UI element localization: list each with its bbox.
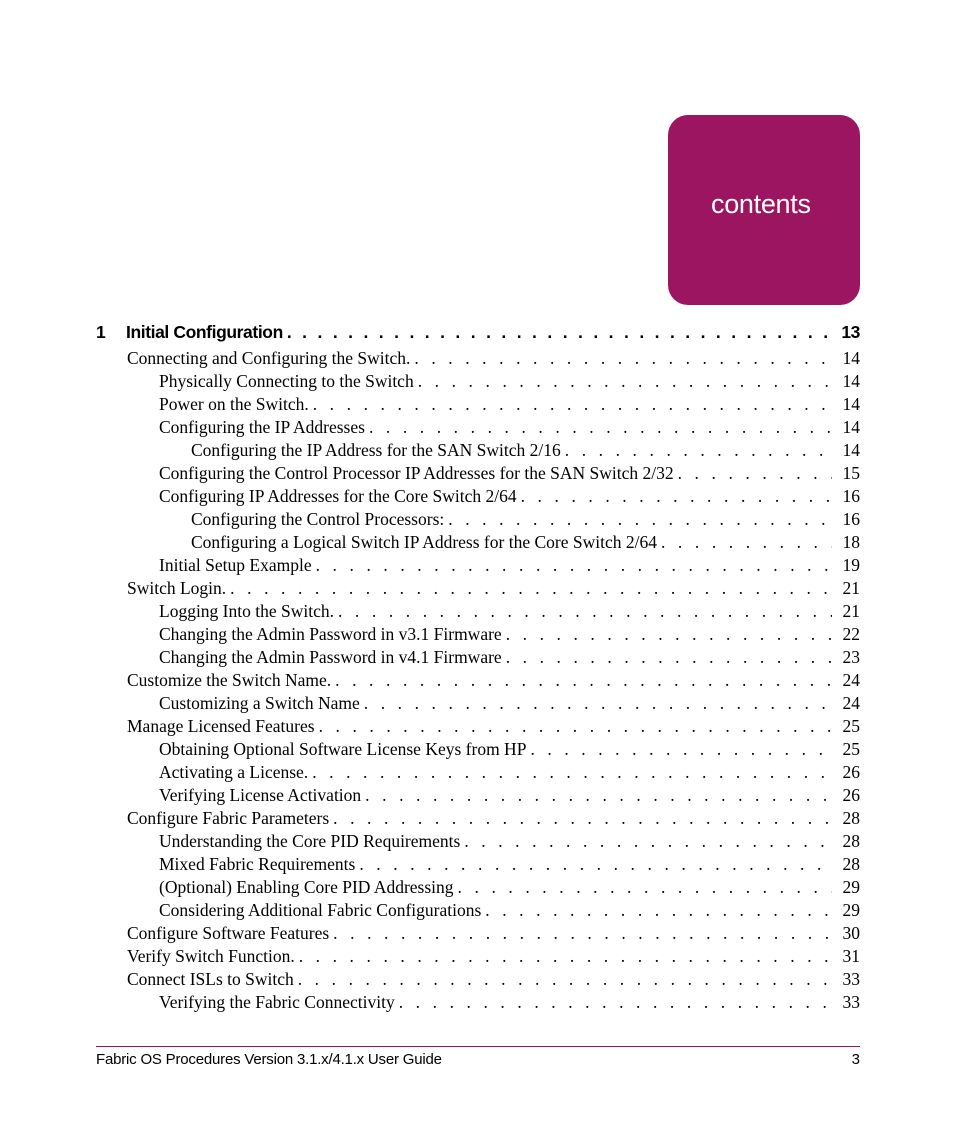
toc-entry-title: Manage Licensed Features bbox=[127, 716, 315, 736]
dot-leader bbox=[458, 876, 832, 899]
chapter-number: 1 bbox=[96, 322, 106, 342]
footer-rule bbox=[96, 1046, 860, 1047]
toc-entry-title: Obtaining Optional Software License Keys from HP bbox=[159, 739, 527, 759]
toc-entry[interactable] bbox=[159, 899, 860, 922]
toc-entry-title: Configure Software Features bbox=[127, 923, 330, 943]
toc-entry-page-number: 21 bbox=[842, 578, 860, 598]
toc-entry[interactable] bbox=[159, 462, 860, 485]
toc-entry-title: Configuring the IP Address for the SAN Switch 2/16 bbox=[191, 440, 561, 460]
toc-entry-title: Customize the Switch Name. bbox=[127, 670, 332, 690]
toc-entry-title: Switch Login. bbox=[127, 578, 227, 598]
dot-leader bbox=[333, 922, 832, 945]
toc-entry-page-number: 28 bbox=[842, 854, 860, 874]
toc-entry-page-number: 14 bbox=[842, 440, 860, 460]
toc-entry-page-number: 26 bbox=[842, 785, 860, 805]
chapter-page-number: 13 bbox=[841, 322, 860, 342]
dot-leader bbox=[661, 531, 832, 554]
dot-leader bbox=[230, 577, 832, 600]
toc-entry[interactable] bbox=[127, 922, 860, 945]
toc-entry-page-number: 24 bbox=[842, 693, 860, 713]
toc-entry-page-number: 28 bbox=[842, 808, 860, 828]
contents-tab bbox=[668, 115, 860, 305]
toc-entry-page-number: 14 bbox=[842, 394, 860, 414]
dot-leader bbox=[364, 692, 832, 715]
dot-leader bbox=[418, 370, 832, 393]
toc-entry-page-number: 19 bbox=[842, 555, 860, 575]
toc-entry-title: Configuring IP Addresses for the Core Switch 2/64 bbox=[159, 486, 517, 506]
toc-entry-page-number: 14 bbox=[842, 417, 860, 437]
toc-entry-page-number: 18 bbox=[842, 532, 860, 552]
toc-entry[interactable] bbox=[159, 738, 860, 761]
toc-entry[interactable] bbox=[159, 692, 860, 715]
dot-leader bbox=[299, 945, 832, 968]
toc-entry[interactable] bbox=[191, 531, 860, 554]
toc-entry-title: (Optional) Enabling Core PID Addressing bbox=[159, 877, 454, 897]
toc-entry-page-number: 31 bbox=[842, 946, 860, 966]
toc-entry-title: Logging Into the Switch. bbox=[159, 601, 334, 621]
toc-entry-title: Changing the Admin Password in v3.1 Firmware bbox=[159, 624, 502, 644]
dot-leader bbox=[287, 322, 837, 343]
toc-entry-page-number: 25 bbox=[842, 739, 860, 759]
toc-entry[interactable] bbox=[159, 623, 860, 646]
toc-entry-title: Verify Switch Function. bbox=[127, 946, 295, 966]
toc-entry[interactable] bbox=[127, 968, 860, 991]
toc-entry-page-number: 33 bbox=[842, 992, 860, 1012]
toc-entry-title: Mixed Fabric Requirements bbox=[159, 854, 356, 874]
toc-entry-title: Configuring a Logical Switch IP Address for the Core Switch 2/64 bbox=[191, 532, 657, 552]
toc-entry-page-number: 25 bbox=[842, 716, 860, 736]
toc-entry-title: Changing the Admin Password in v4.1 Firmware bbox=[159, 647, 502, 667]
dot-leader bbox=[338, 600, 832, 623]
dot-leader bbox=[359, 853, 832, 876]
contents-tab-label: contents bbox=[711, 189, 811, 219]
dot-leader bbox=[678, 462, 832, 485]
toc-entry[interactable] bbox=[127, 715, 860, 738]
dot-leader bbox=[565, 439, 832, 462]
dot-leader bbox=[365, 784, 832, 807]
toc-entry-title: Physically Connecting to the Switch bbox=[159, 371, 414, 391]
toc-entry-page-number: 29 bbox=[842, 900, 860, 920]
toc-entry[interactable] bbox=[159, 485, 860, 508]
toc-entry-page-number: 28 bbox=[842, 831, 860, 851]
toc-entry-page-number: 33 bbox=[842, 969, 860, 989]
toc-entry-page-number: 16 bbox=[842, 509, 860, 529]
dot-leader bbox=[369, 416, 832, 439]
toc-entry[interactable] bbox=[191, 508, 860, 531]
toc-entry-title: Power on the Switch. bbox=[159, 394, 309, 414]
toc-entry[interactable] bbox=[159, 991, 860, 1014]
dot-leader bbox=[464, 830, 832, 853]
toc-entry[interactable] bbox=[159, 600, 860, 623]
toc-entry[interactable] bbox=[159, 370, 860, 393]
dot-leader bbox=[530, 738, 832, 761]
dot-leader bbox=[335, 669, 832, 692]
chapter-title: Initial Configuration bbox=[126, 322, 283, 342]
dot-leader bbox=[506, 623, 832, 646]
toc-entry-title: Configuring the IP Addresses bbox=[159, 417, 365, 437]
dot-leader bbox=[319, 715, 832, 738]
toc-entry[interactable] bbox=[159, 393, 860, 416]
dot-leader bbox=[316, 554, 832, 577]
toc-entry-page-number: 26 bbox=[842, 762, 860, 782]
toc-entry[interactable] bbox=[159, 876, 860, 899]
toc-entry[interactable] bbox=[159, 853, 860, 876]
toc-entry-title: Connecting and Configuring the Switch. bbox=[127, 348, 411, 368]
dot-leader bbox=[313, 393, 832, 416]
toc-entry-page-number: 14 bbox=[842, 348, 860, 368]
toc-entry-title: Configuring the Control Processors: bbox=[191, 509, 445, 529]
toc-chapter-entry[interactable] bbox=[96, 322, 860, 348]
dot-leader bbox=[506, 646, 832, 669]
toc-entry-page-number: 29 bbox=[842, 877, 860, 897]
toc-entry[interactable] bbox=[159, 646, 860, 669]
toc-entry[interactable] bbox=[127, 945, 860, 968]
toc-entry[interactable] bbox=[159, 554, 860, 577]
toc-entry-page-number: 24 bbox=[842, 670, 860, 690]
toc-entry[interactable] bbox=[159, 830, 860, 853]
toc-entry-title: Configuring the Control Processor IP Addresses for the SAN Switch 2/32 bbox=[159, 463, 674, 483]
toc-entry-page-number: 30 bbox=[842, 923, 860, 943]
toc-entry-page-number: 15 bbox=[842, 463, 860, 483]
footer-page-number: 3 bbox=[851, 1051, 860, 1068]
toc-entry-title: Considering Additional Fabric Configurations bbox=[159, 900, 482, 920]
toc-entry[interactable] bbox=[127, 577, 860, 600]
dot-leader bbox=[312, 761, 832, 784]
dot-leader bbox=[521, 485, 832, 508]
toc-entry-title: Verifying License Activation bbox=[159, 785, 362, 805]
toc-entry-page-number: 16 bbox=[842, 486, 860, 506]
toc-entry-page-number: 14 bbox=[842, 371, 860, 391]
dot-leader bbox=[333, 807, 832, 830]
toc-entry-title: Configure Fabric Parameters bbox=[127, 808, 330, 828]
toc-entry-title: Activating a License. bbox=[159, 762, 309, 782]
toc-entry[interactable] bbox=[127, 347, 860, 370]
toc-entry-title: Verifying the Fabric Connectivity bbox=[159, 992, 395, 1012]
toc-entry-title: Connect ISLs to Switch bbox=[127, 969, 294, 989]
dot-leader bbox=[448, 508, 832, 531]
toc-entry-page-number: 23 bbox=[842, 647, 860, 667]
toc-entry[interactable] bbox=[159, 761, 860, 784]
toc-entry-page-number: 22 bbox=[842, 624, 860, 644]
toc-entry[interactable] bbox=[191, 439, 860, 462]
dot-leader bbox=[485, 899, 832, 922]
toc-entry-title: Customizing a Switch Name bbox=[159, 693, 360, 713]
toc-entry-title: Initial Setup Example bbox=[159, 555, 312, 575]
dot-leader bbox=[399, 991, 832, 1014]
toc-entry-title: Understanding the Core PID Requirements bbox=[159, 831, 461, 851]
toc-entry[interactable] bbox=[127, 669, 860, 692]
toc-entry[interactable] bbox=[159, 416, 860, 439]
dot-leader bbox=[414, 347, 832, 370]
toc-entry-page-number: 21 bbox=[842, 601, 860, 621]
toc-entry[interactable] bbox=[159, 784, 860, 807]
toc-entry[interactable] bbox=[127, 807, 860, 830]
dot-leader bbox=[298, 968, 832, 991]
footer-title: Fabric OS Procedures Version 3.1.x/4.1.x User Guide bbox=[96, 1051, 442, 1068]
